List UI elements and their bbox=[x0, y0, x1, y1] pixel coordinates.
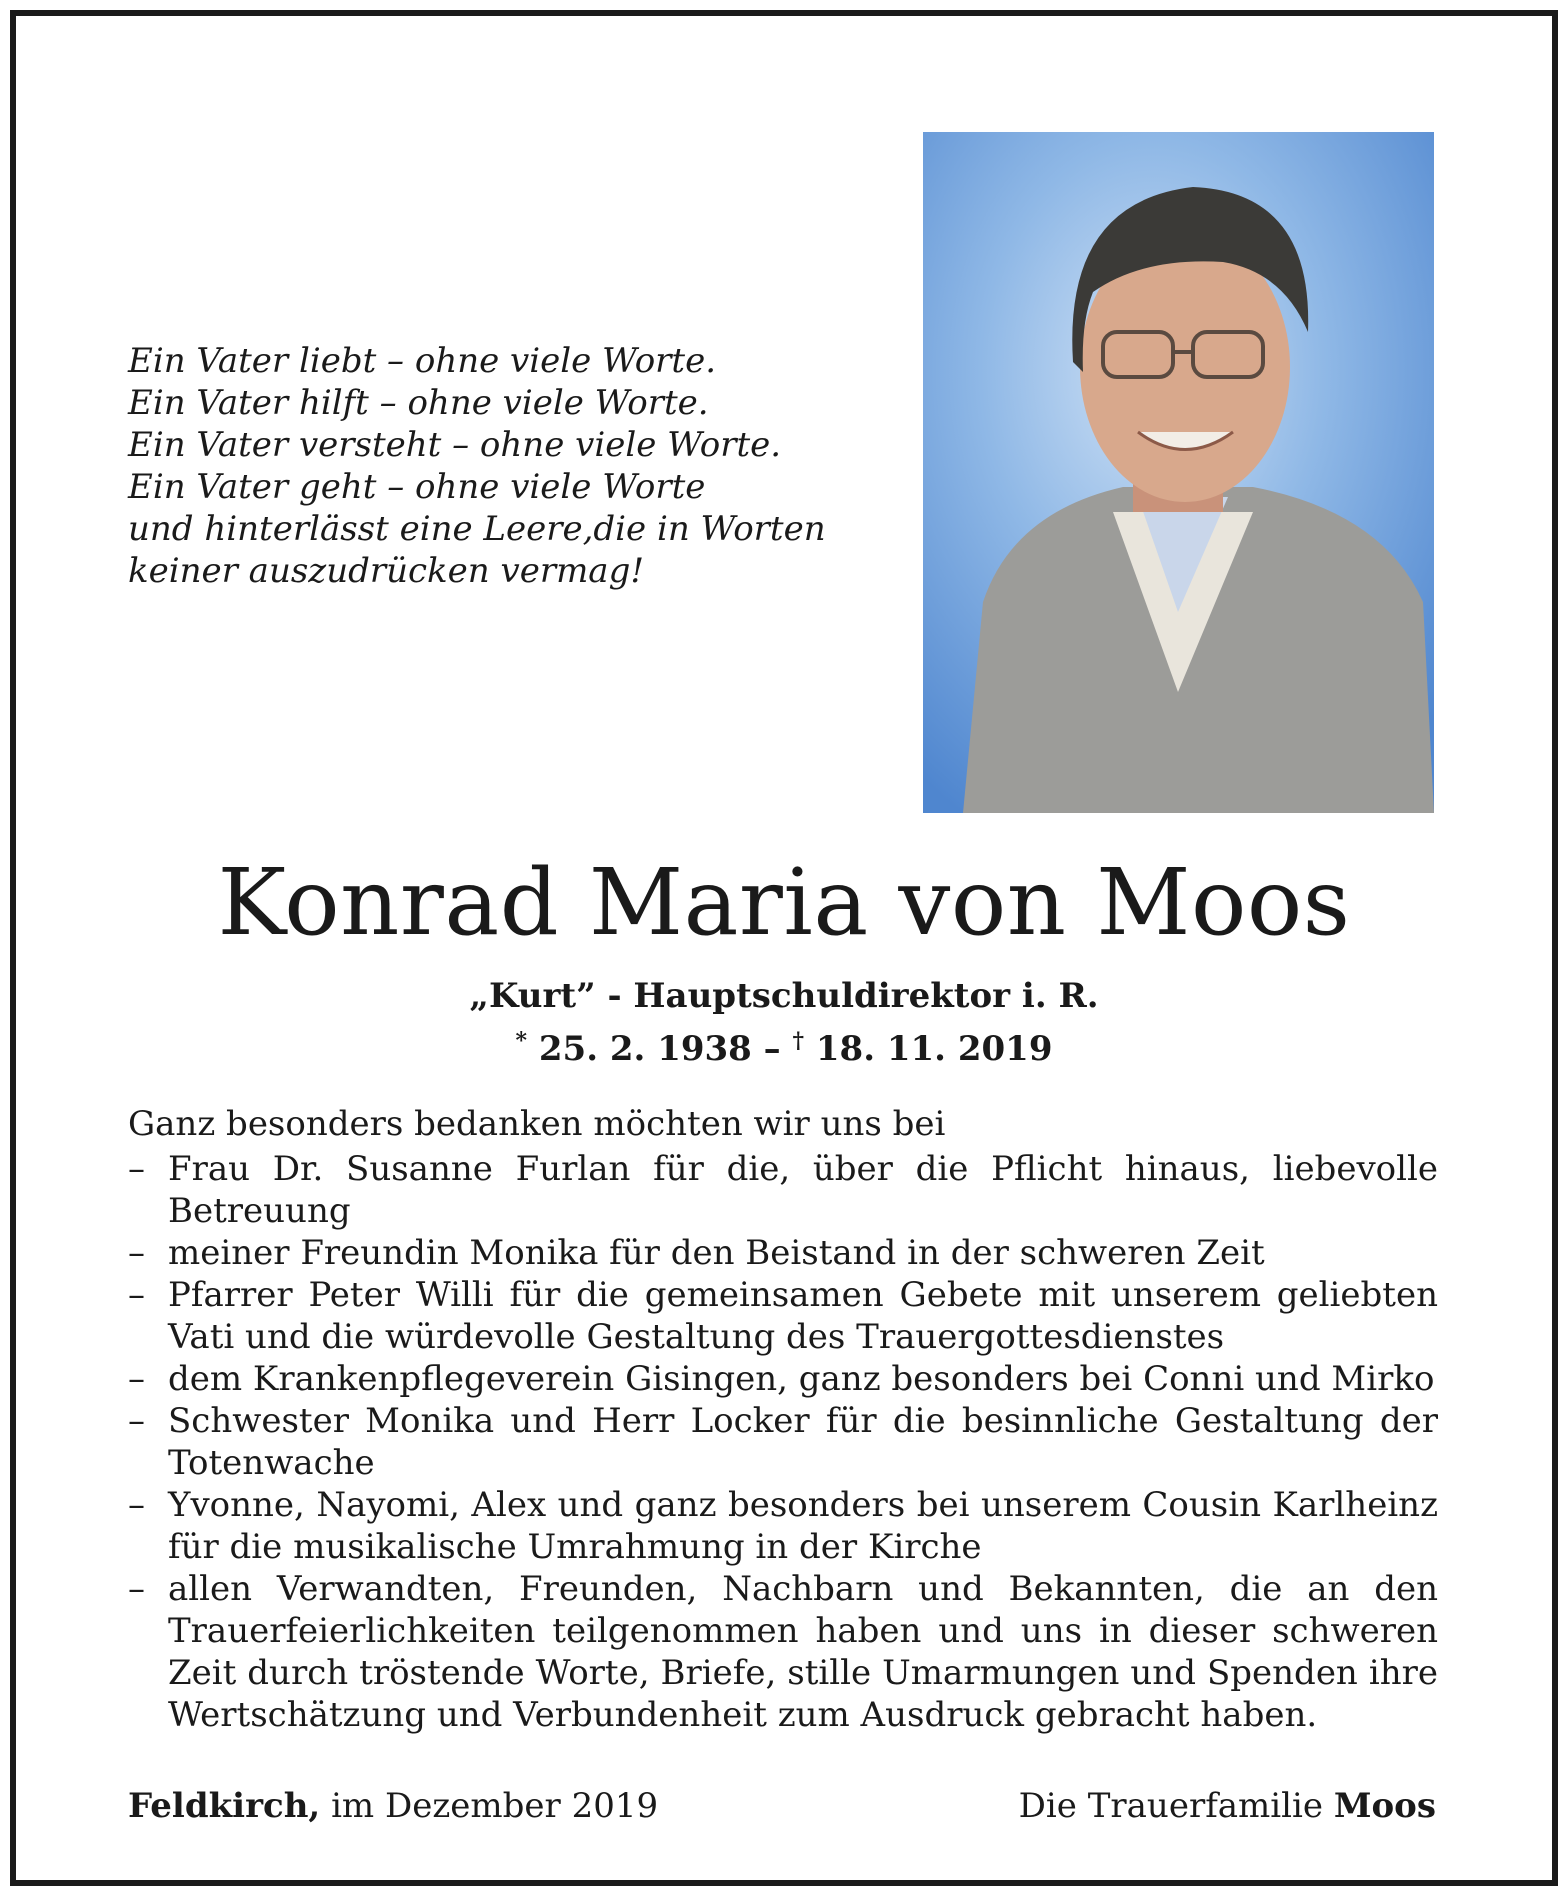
footer-family-prefix: Die Trauerfamilie bbox=[1018, 1786, 1324, 1826]
footer-place-date bbox=[128, 1785, 658, 1827]
list-item bbox=[128, 1148, 1438, 1232]
footer-place: Feldkirch, bbox=[128, 1786, 321, 1826]
poem bbox=[128, 340, 826, 592]
death-date: 18. 11. 2019 bbox=[815, 1029, 1053, 1069]
dash-bullet: – bbox=[128, 1233, 145, 1273]
list-item bbox=[128, 1568, 1438, 1736]
poem-line: Ein Vater hilft – ohne viele Worte. bbox=[128, 383, 709, 423]
dash-bullet: – bbox=[128, 1359, 145, 1399]
dash-bullet: – bbox=[128, 1149, 145, 1189]
list-item bbox=[128, 1484, 1438, 1568]
dash-bullet: – bbox=[128, 1401, 145, 1441]
poem-line: Ein Vater versteht – ohne viele Worte. bbox=[128, 425, 782, 465]
footer-date: im Dezember 2019 bbox=[331, 1786, 659, 1826]
list-item bbox=[128, 1358, 1438, 1400]
dash-bullet: – bbox=[128, 1275, 145, 1315]
list-item bbox=[128, 1400, 1438, 1484]
birth-symbol: * bbox=[515, 1028, 528, 1054]
poem-line: und hinterlässt eine Leere,die in Worten bbox=[128, 509, 826, 549]
nickname-title: „Kurt” - Hauptschuldirektor i. R. bbox=[469, 976, 1099, 1016]
life-dates bbox=[0, 1020, 1568, 1070]
list-item-text: dem Krankenpflegeverein Gisingen, ganz besonders bei Conni und Mirko bbox=[168, 1359, 1435, 1399]
death-symbol: † bbox=[792, 1028, 805, 1054]
dash-bullet: – bbox=[128, 1569, 145, 1609]
list-item-text: meiner Freundin Monika für den Beistand in der schweren Zeit bbox=[168, 1233, 1265, 1273]
footer-family bbox=[1019, 1785, 1436, 1827]
thanks-intro: Ganz besonders bedanken möchten wir uns bei bbox=[128, 1104, 946, 1144]
list-item-text: Frau Dr. Susanne Furlan für die, über die Pflicht hinaus, liebevolle Betreuung bbox=[168, 1149, 1438, 1231]
poem-line: Ein Vater geht – ohne viele Worte bbox=[128, 467, 706, 507]
birth-date: 25. 2. 1938 bbox=[538, 1029, 752, 1069]
thanks-list bbox=[128, 1148, 1438, 1736]
list-item-text: Pfarrer Peter Willi für die gemeinsamen Gebete mit unserem geliebten Vati und die würdevolle Gestaltung des Trauergottesdienstes bbox=[168, 1275, 1438, 1357]
poem-line: Ein Vater liebt – ohne viele Worte. bbox=[128, 341, 717, 381]
date-separator: – bbox=[763, 1029, 781, 1069]
portrait-photo bbox=[923, 132, 1434, 813]
footer-family-name: Moos bbox=[1333, 1786, 1436, 1826]
dash-bullet: – bbox=[128, 1485, 145, 1525]
list-item-text: allen Verwandten, Freunden, Nachbarn und Bekannten, die an den Trauerfeierlichkeiten teilgenommen haben und uns in dieser schweren Zeit durch tröstende Worte, Briefe, stille Umarmungen und Spenden ihre Wertschätzung und Verbundenheit zum Ausdruck gebracht haben. bbox=[168, 1569, 1438, 1735]
list-item-text: Yvonne, Nayomi, Alex und ganz besonders bei unserem Cousin Karlheinz für die musikalische Umrahmung in der Kirche bbox=[168, 1485, 1438, 1567]
list-item bbox=[128, 1232, 1438, 1274]
poem-line: keiner auszudrücken vermag! bbox=[128, 551, 645, 591]
list-item bbox=[128, 1274, 1438, 1358]
deceased-name: Konrad Maria von Moos bbox=[217, 849, 1351, 956]
list-item-text: Schwester Monika und Herr Locker für die besinnliche Gestaltung der Totenwache bbox=[168, 1401, 1438, 1483]
